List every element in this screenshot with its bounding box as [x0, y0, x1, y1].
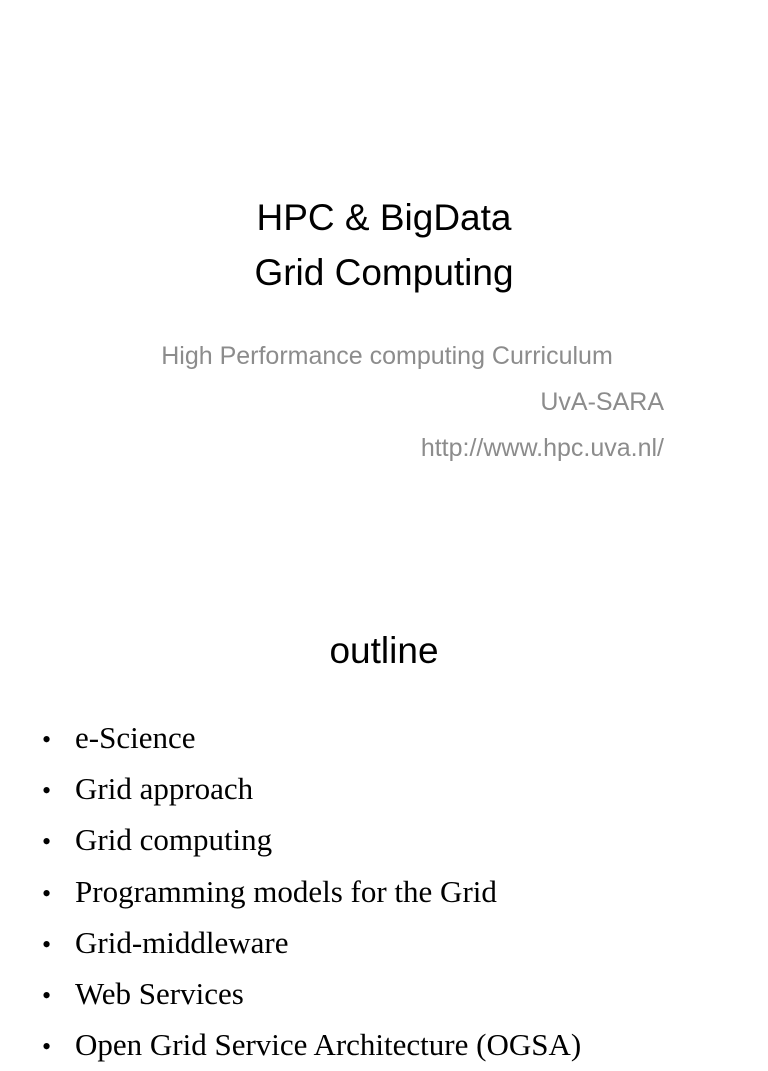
title-line: HPC & BigData	[256, 197, 512, 238]
bullet-icon: •	[42, 929, 52, 959]
list-item	[42, 918, 581, 969]
bullet-icon: •	[42, 776, 52, 806]
bullet-icon: •	[42, 1032, 52, 1062]
list-item-text: Programming models for the Grid	[75, 873, 497, 909]
outline-list	[42, 713, 581, 1071]
bullet-icon: •	[42, 827, 52, 857]
list-item-text: Grid-middleware	[75, 924, 289, 960]
list-item-text: Grid approach	[75, 771, 254, 807]
list-item	[42, 1020, 581, 1071]
list-item-text: Grid computing	[75, 822, 273, 858]
list-item-text: Web Services	[75, 976, 244, 1012]
list-item	[42, 764, 581, 815]
title-line: Grid Computing	[254, 252, 514, 293]
list-item-text: e-Science	[75, 720, 196, 755]
list-item	[42, 867, 581, 918]
bullet-icon: •	[42, 878, 52, 908]
organization-line: UvA-SARA	[540, 388, 664, 416]
list-item	[42, 713, 581, 764]
list-item	[42, 969, 581, 1020]
slide-title	[0, 190, 768, 300]
url-line: http://www.hpc.uva.nl/	[420, 434, 664, 462]
bullet-icon: •	[42, 981, 52, 1011]
list-item-text: Open Grid Service Architecture (OGSA)	[75, 1027, 582, 1063]
slide-subtitle	[110, 333, 664, 471]
curriculum-line: High Performance computing Curriculum	[161, 342, 613, 370]
outline-slide	[0, 576, 768, 1063]
bullet-icon: •	[42, 725, 52, 754]
list-item	[42, 815, 581, 866]
outline-title: outline	[329, 630, 439, 671]
